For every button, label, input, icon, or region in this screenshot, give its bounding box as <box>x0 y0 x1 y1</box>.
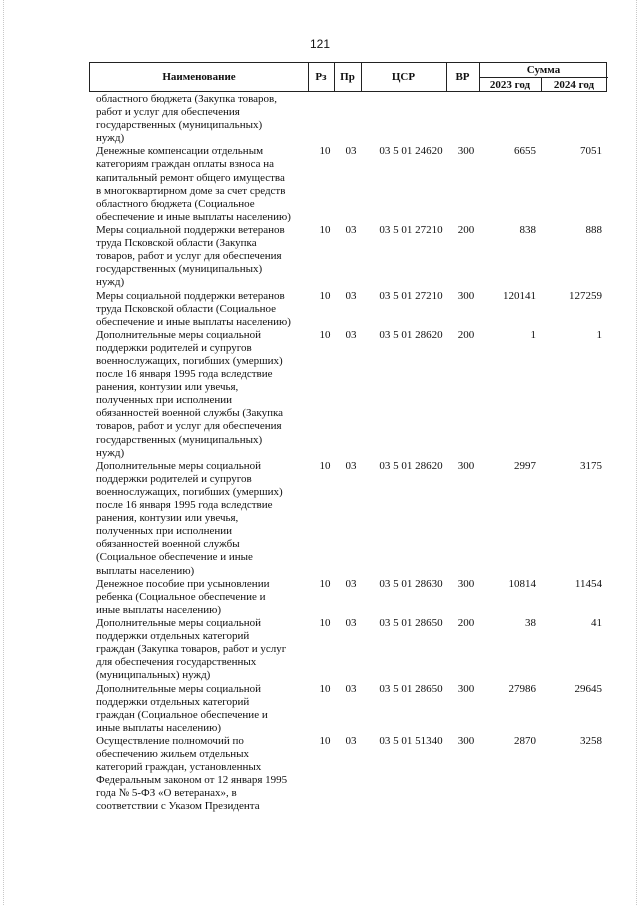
row-name <box>96 460 308 578</box>
row-vr: 200 <box>457 224 475 236</box>
row-sum-2024: 888 <box>585 224 602 236</box>
row-rz: 10 <box>319 577 331 590</box>
row-name-line: граждан (Социальное обеспечение и <box>96 708 268 721</box>
row-name-line: ранения, контузии или увечья, <box>96 512 239 525</box>
row-sum-2023: 27986 <box>508 682 536 695</box>
table-row <box>0 617 640 683</box>
row-name-line: военнослужащих, погибших (умерших) <box>96 485 283 498</box>
row-name-line: Осуществление полномочий по <box>96 734 244 747</box>
table-header <box>89 62 607 92</box>
row-pr: 03 <box>345 682 357 695</box>
row-sum-2024: 3258 <box>580 734 602 747</box>
row-sum-2024: 41 <box>591 617 602 629</box>
row-name-line: поддержки отдельных категорий <box>96 630 250 643</box>
row-sum-2023: 1 <box>530 328 536 341</box>
row-name-line: Дополнительные меры социальной <box>96 617 262 629</box>
row-name-line: в многоквартирном доме за счет средств <box>96 184 286 197</box>
row-name-line: труда Псковской области (Социальное <box>96 302 277 315</box>
header-sum: Сумма <box>526 64 561 76</box>
row-name-line: иные выплаты населению) <box>96 721 221 734</box>
row-name <box>96 683 308 735</box>
row-name-line: труда Псковской области (Закупка <box>96 237 257 250</box>
row-name-line: после 16 января 1995 года вследствие <box>96 499 273 512</box>
row-name-line: областного бюджета (Социальное <box>96 197 255 210</box>
header-vr: ВР <box>455 71 470 83</box>
row-vr: 300 <box>457 459 475 472</box>
table-row <box>0 735 640 814</box>
row-sum-2024: 3175 <box>580 459 602 472</box>
row-name <box>96 329 308 460</box>
row-csr: 03 5 01 28650 <box>379 682 443 695</box>
row-pr: 03 <box>345 459 357 472</box>
row-name-line: соответствии с Указом Президента <box>96 800 260 813</box>
row-sum-2024: 7051 <box>580 145 602 158</box>
row-name <box>96 93 308 145</box>
row-name-line: обеспечение и иные выплаты населению) <box>96 210 291 223</box>
row-name-line: обязанностей военной службы <box>96 538 240 551</box>
row-name <box>96 578 308 617</box>
row-rz: 10 <box>319 617 331 629</box>
row-pr: 03 <box>345 224 357 236</box>
table-row <box>0 329 640 460</box>
row-name-line: государственных (муниципальных) <box>96 263 263 276</box>
row-rz: 10 <box>319 224 331 236</box>
row-name-line: товаров, работ и услуг для обеспечения <box>96 420 282 433</box>
row-name-line: (муниципальных) нужд) <box>96 669 211 682</box>
row-name-line: капитальный ремонт общего имущества <box>96 171 285 184</box>
row-pr: 03 <box>345 734 357 747</box>
row-name-line: ребенка (Социальное обеспечение и <box>96 590 266 603</box>
row-vr: 300 <box>457 145 475 158</box>
row-name-line: категориям граждан оплаты взноса на <box>96 158 275 171</box>
row-name-line: категорий граждан, установленных <box>96 761 262 774</box>
header-2024: 2024 год <box>553 78 595 91</box>
row-name-line: поддержки родителей и супругов <box>96 472 252 485</box>
row-vr: 200 <box>457 617 475 629</box>
header-name: Наименование <box>162 71 236 83</box>
table-row <box>0 460 640 578</box>
row-name-line: обеспечению жильем отдельных <box>96 747 250 760</box>
row-pr: 03 <box>345 145 357 158</box>
header-rz: Рз <box>315 71 327 83</box>
row-csr: 03 5 01 27210 <box>379 224 443 236</box>
page-number: 121 <box>309 37 331 51</box>
row-sum-2023: 10814 <box>508 577 536 590</box>
row-name-line: работ и услуг для обеспечения <box>96 106 240 119</box>
table-row <box>0 145 640 224</box>
header-csr: ЦСР <box>391 71 416 83</box>
row-rz: 10 <box>319 145 331 158</box>
row-name-line: областного бюджета (Закупка товаров, <box>96 93 278 105</box>
row-name-line: государственных (муниципальных) <box>96 119 263 132</box>
row-name-line: Меры социальной поддержки ветеранов <box>96 224 285 236</box>
row-vr: 300 <box>457 682 475 695</box>
row-sum-2024: 1 <box>596 328 602 341</box>
row-name <box>96 145 308 224</box>
row-sum-2023: 838 <box>519 224 536 236</box>
row-csr: 03 5 01 51340 <box>379 734 443 747</box>
table-row <box>0 578 640 617</box>
row-rz: 10 <box>319 289 331 302</box>
row-name-line: выплаты населению) <box>96 564 195 577</box>
row-csr: 03 5 01 27210 <box>379 289 443 302</box>
row-name-line: Денежные компенсации отдельным <box>96 145 264 158</box>
row-vr: 200 <box>457 328 475 341</box>
row-name-line: обязанностей военной службы (Закупка <box>96 407 284 420</box>
row-sum-2024: 127259 <box>569 289 602 302</box>
table-row <box>0 290 640 329</box>
row-name-line: поддержки родителей и супругов <box>96 341 252 354</box>
row-name-line: полученных при исполнении <box>96 525 233 538</box>
table-row <box>0 93 640 145</box>
row-csr: 03 5 01 28620 <box>379 459 443 472</box>
row-name-line: военнослужащих, погибших (умерших) <box>96 354 283 367</box>
row-csr: 03 5 01 28650 <box>379 617 443 629</box>
row-sum-2023: 2870 <box>514 734 536 747</box>
row-sum-2023: 2997 <box>514 459 536 472</box>
row-name-line: Денежное пособие при усыновлении <box>96 577 270 590</box>
table-row <box>0 683 640 735</box>
row-name-line: иные выплаты населению) <box>96 603 221 616</box>
row-name-line: государственных (муниципальных) <box>96 433 263 446</box>
row-csr: 03 5 01 24620 <box>379 145 443 158</box>
row-name <box>96 224 308 289</box>
row-sum-2023: 120141 <box>503 289 536 302</box>
row-pr: 03 <box>345 617 357 629</box>
row-sum-2023: 6655 <box>514 145 536 158</box>
table-row <box>0 224 640 290</box>
row-name-line: товаров, работ и услуг для обеспечения <box>96 250 282 263</box>
row-name-line: Дополнительные меры социальной <box>96 459 262 472</box>
row-name-line: поддержки отдельных категорий <box>96 695 250 708</box>
row-csr: 03 5 01 28630 <box>379 577 443 590</box>
row-name-line: для обеспечения государственных <box>96 656 257 669</box>
row-name-line: полученных при исполнении <box>96 394 233 407</box>
row-name-line: обеспечение и иные выплаты населению) <box>96 315 291 328</box>
row-name-line: нужд) <box>96 132 125 145</box>
row-name-line: ранения, контузии или увечья, <box>96 381 239 394</box>
row-vr: 300 <box>457 577 475 590</box>
row-name-line: Федеральным законом от 12 января 1995 <box>96 774 288 787</box>
row-rz: 10 <box>319 734 331 747</box>
row-name-line: граждан (Закупка товаров, работ и услуг <box>96 643 287 656</box>
row-rz: 10 <box>319 459 331 472</box>
row-pr: 03 <box>345 577 357 590</box>
row-name-line: Дополнительные меры социальной <box>96 328 262 341</box>
row-pr: 03 <box>345 289 357 302</box>
header-pr: Пр <box>340 71 355 83</box>
row-name-line: (Социальное обеспечение и иные <box>96 551 253 564</box>
row-name-line: Дополнительные меры социальной <box>96 682 262 695</box>
row-name <box>96 290 308 329</box>
header-2023: 2023 год <box>489 78 531 91</box>
row-name-line: Меры социальной поддержки ветеранов <box>96 289 285 302</box>
row-rz: 10 <box>319 328 331 341</box>
row-csr: 03 5 01 28620 <box>379 328 443 341</box>
row-pr: 03 <box>345 328 357 341</box>
row-rz: 10 <box>319 682 331 695</box>
row-vr: 300 <box>457 289 475 302</box>
row-name-line: нужд) <box>96 276 125 289</box>
row-name-line: года № 5-ФЗ «О ветеранах», в <box>96 787 237 800</box>
row-sum-2023: 38 <box>525 617 536 629</box>
row-name <box>96 735 308 814</box>
row-vr: 300 <box>457 734 475 747</box>
row-sum-2024: 11454 <box>574 577 602 590</box>
row-sum-2024: 29645 <box>574 682 602 695</box>
row-name-line: нужд) <box>96 446 125 459</box>
row-name <box>96 617 308 682</box>
row-name-line: после 16 января 1995 года вследствие <box>96 368 273 381</box>
